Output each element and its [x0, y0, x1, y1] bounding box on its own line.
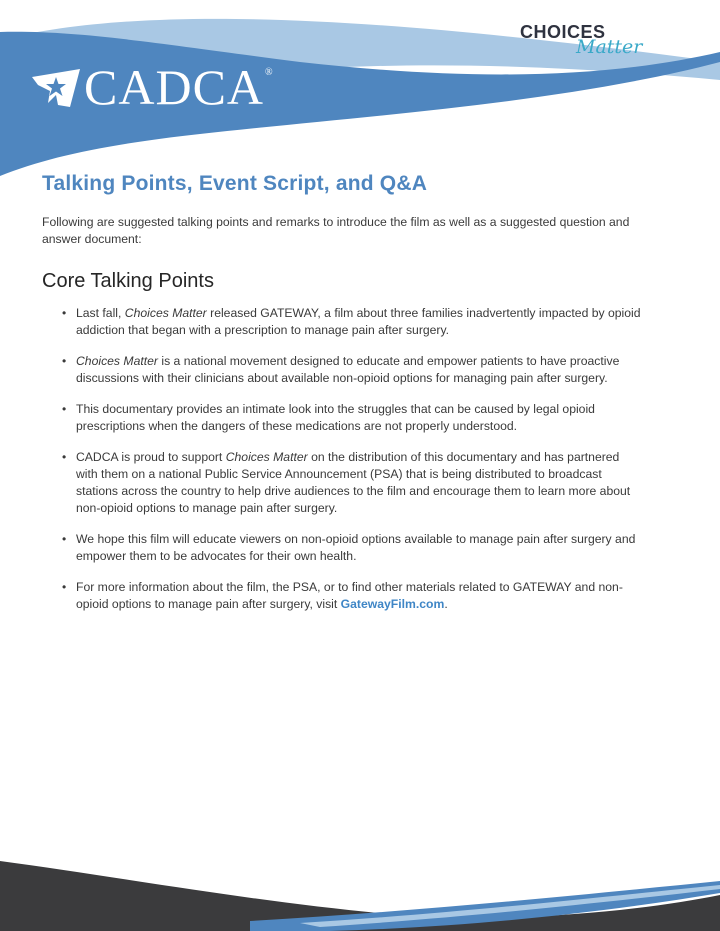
choices-matter-logo — [520, 22, 643, 62]
list-item: • This documentary provides an intimate look into the struggles that can be caused by legal opioid prescriptions when the dangers of these medications are not properly understood. — [62, 402, 595, 433]
list-item: • CADCA is proud to support Choices Matter on the distribution of this documentary and has partnered with them on a national Public Service Announcement (PSA) that is being distributed to broadcast stations across the country to help drive audiences to the film and encourage them to learn more about non-opioid options to manage pain after surgery. — [62, 450, 631, 515]
trademark-symbol: ® — [265, 67, 274, 78]
gateway-film-link[interactable]: GatewayFilm.com — [340, 597, 445, 611]
cadca-wordmark: CADCA® — [84, 59, 274, 115]
cadca-logo — [30, 59, 274, 115]
bullet: • — [62, 580, 67, 594]
list-item: • We hope this film will educate viewers on non-opioid options available to manage pain after surgery and empower them to be advocates for their own health. — [62, 532, 636, 563]
page-title: Talking Points, Event Script, and Q&A — [42, 172, 428, 195]
list-item: • Last fall, Choices Matter released GATEWAY, a film about three families inadvertently impacted by opioid addiction that began with a prescription to manage pain after surgery. — [62, 306, 641, 337]
list-item: • For more information about the film, the PSA, or to find other materials related to GATEWAY and non-opioid options to manage pain after surgery, visit GatewayFilm.com. — [62, 580, 623, 611]
choices-wordmark: CHOICES — [520, 22, 606, 42]
bullet: • — [62, 532, 67, 546]
section-heading: Core Talking Points — [42, 270, 214, 292]
footer-wave — [0, 851, 720, 931]
bullet: • — [62, 402, 67, 416]
list-item: • Choices Matter is a national movement designed to educate and empower patients to have proactive discussions with their clinicians about available non-opioid options for managing pain after surgery. — [62, 354, 620, 385]
star-icon — [30, 65, 82, 109]
talking-points-list — [42, 305, 642, 613]
bullet: • — [62, 306, 67, 320]
matter-wordmark: Matter — [576, 36, 643, 58]
bullet: • — [62, 450, 67, 464]
intro-paragraph: Following are suggested talking points and remarks to introduce the film as well as a suggested question and answer document: — [42, 215, 630, 246]
main-content — [42, 172, 642, 627]
bullet: • — [62, 354, 67, 368]
